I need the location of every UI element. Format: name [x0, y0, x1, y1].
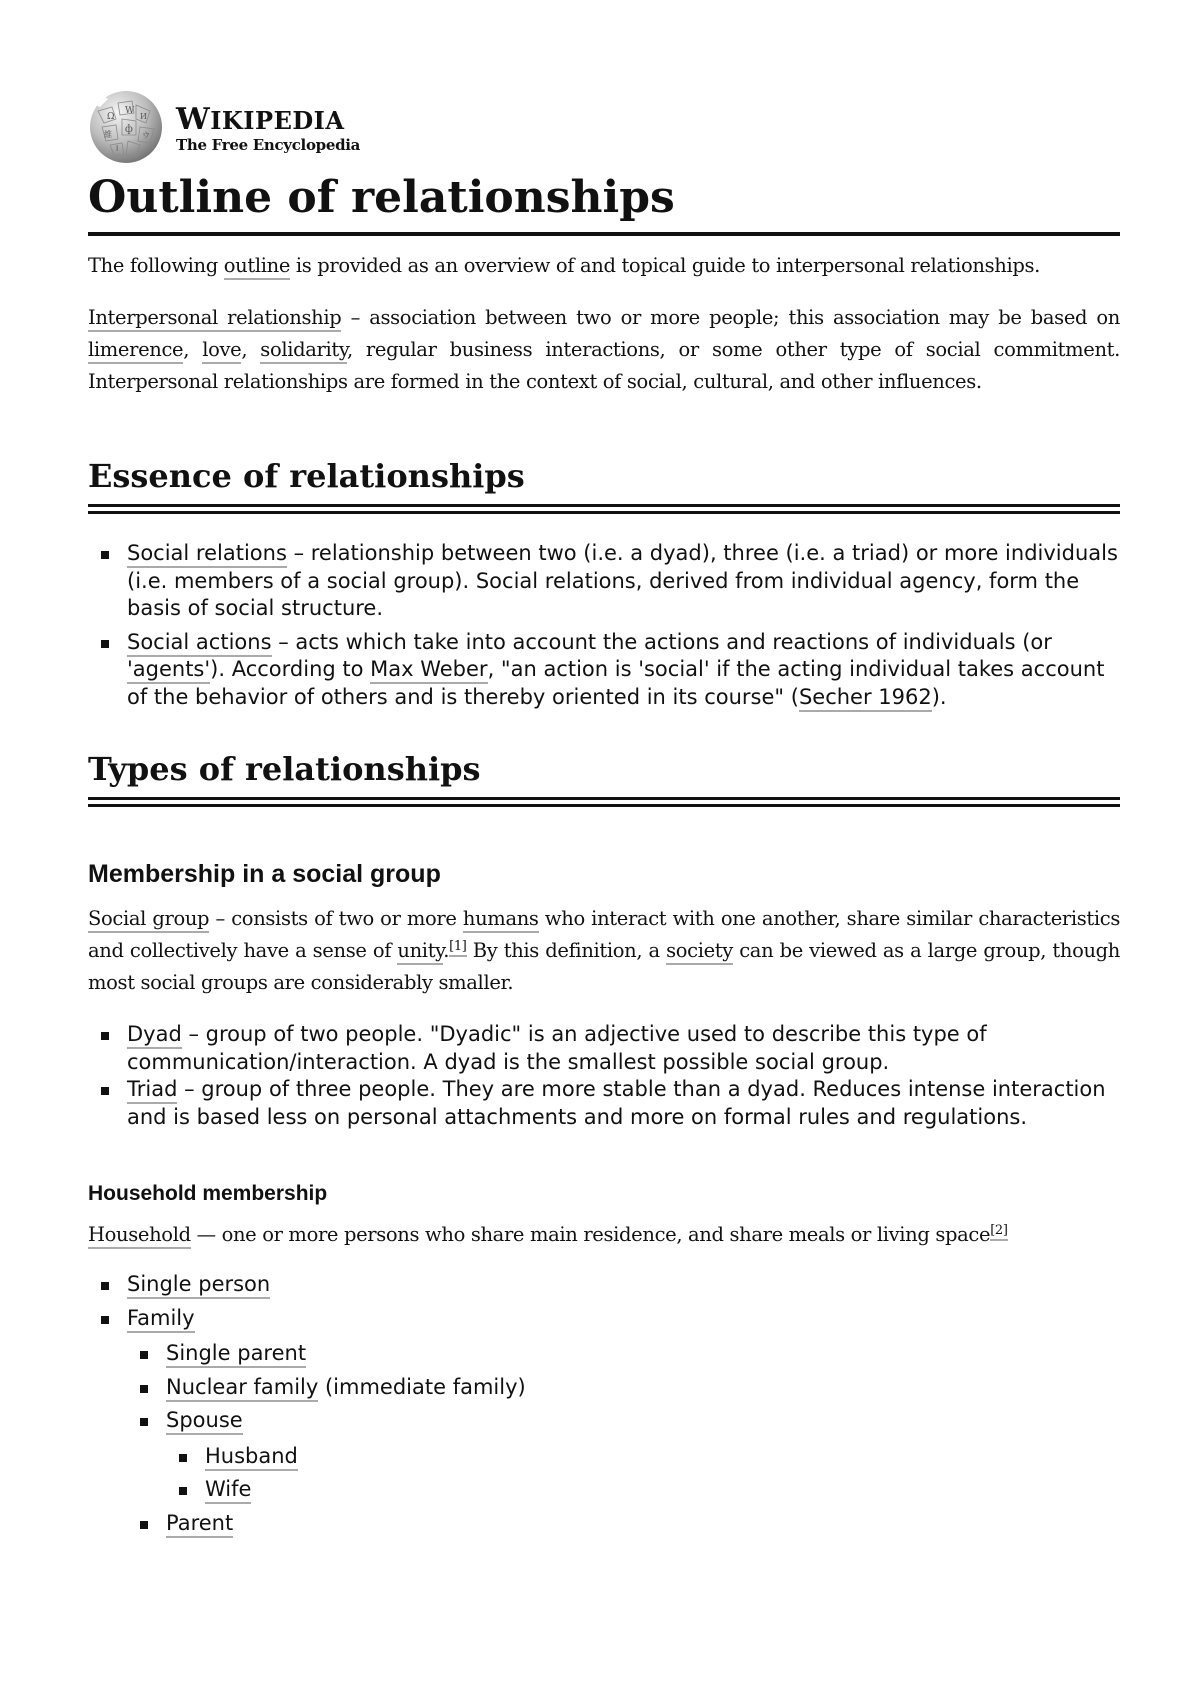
link-social-group[interactable]: Social group	[88, 907, 209, 933]
list-item: Social relations – relationship between two (i.e. a dyad), three (i.e. a triad) or more individuals (i.e. members of a social group). Social relations, derived from individual agency, form the basis of social structure.	[88, 540, 1120, 623]
list-item	[127, 1340, 1120, 1368]
spouse-sublist	[166, 1443, 1120, 1504]
link-solidarity[interactable]: solidarity	[260, 338, 347, 364]
link-society[interactable]: society	[666, 939, 733, 965]
link-social-actions[interactable]: Social actions	[127, 630, 272, 657]
definition-paragraph: Interpersonal relationship – association between two or more people; this association may be based on limerence, love, solidarity, regular business interactions, or some other type of social commitment. Interpersonal relationships are formed in the context of social, cultural, and other influences.	[88, 306, 1120, 393]
link-social-relations[interactable]: Social relations	[127, 541, 287, 568]
link-family[interactable]: Family	[127, 1306, 195, 1333]
link-limerence[interactable]: limerence	[88, 338, 183, 364]
subsection-heading-membership: Membership in a social group	[88, 860, 441, 888]
list-item: Dyad – group of two people. "Dyadic" is an adjective used to describe this type of communication/interaction. A dyad is the smallest possible social group.	[88, 1021, 1120, 1076]
link-outline[interactable]: outline	[224, 254, 290, 280]
wordmark-tagline: The Free Encyclopedia	[176, 135, 361, 154]
list-item	[166, 1476, 1120, 1504]
list-item	[127, 1510, 1120, 1538]
essence-list	[88, 540, 1120, 711]
list-item: Nuclear family (immediate family)	[127, 1374, 1120, 1402]
globe-glyph: ф	[125, 124, 133, 135]
wikipedia-wordmark	[176, 101, 361, 154]
link-wife[interactable]: Wife	[205, 1477, 251, 1504]
list-item	[127, 1407, 1120, 1504]
globe-glyph: 維	[104, 130, 112, 139]
link-dyad[interactable]: Dyad	[127, 1022, 182, 1049]
globe-glyph: ا	[116, 144, 119, 153]
section-heading-types: Types of relationships	[88, 749, 1120, 807]
list-item: Social actions – acts which take into account the actions and reactions of individuals (or 'agents'). According to Max Weber, "an action is 'social' if the acting individual takes account of the behavior of others and is thereby oriented in its course" (Secher 1962).	[88, 629, 1120, 712]
link-unity[interactable]: unity	[397, 939, 443, 965]
intro-paragraph: The following outline is provided as an overview of and topical guide to interpersonal relationships.	[88, 250, 1120, 282]
globe-glyph: W	[125, 106, 135, 116]
link-parent[interactable]: Parent	[166, 1511, 233, 1538]
link-love[interactable]: love	[202, 338, 241, 364]
page-title: Outline of relationships	[88, 172, 1120, 236]
link-humans[interactable]: humans	[463, 907, 539, 933]
globe-glyph: ウ	[142, 131, 150, 140]
link-household[interactable]: Household	[88, 1223, 191, 1249]
wikipedia-globe-icon	[88, 89, 164, 165]
link-husband[interactable]: Husband	[205, 1444, 298, 1471]
link-interpersonal-relationship[interactable]: Interpersonal relationship	[88, 306, 341, 332]
household-paragraph: Household — one or more persons who share main residence, and share meals or living space[2]	[88, 1219, 1120, 1251]
social-group-paragraph: Social group – consists of two or more humans who interact with one another, share similar characteristics and collectively have a sense of unity.[1] By this definition, a society can be viewed as a large group, though most social groups are considerably smaller.	[88, 907, 1121, 994]
link-secher-1962[interactable]: Secher 1962	[799, 685, 932, 712]
family-sublist	[127, 1340, 1120, 1537]
link-nuclear-family[interactable]: Nuclear family	[166, 1375, 318, 1402]
link-single-person[interactable]: Single person	[127, 1272, 270, 1299]
subsection-heading-household: Household membership	[88, 1182, 328, 1205]
reference-2[interactable]: [2]	[990, 1223, 1007, 1241]
list-item: Triad – group of three people. They are more stable than a dyad. Reduces intense interaction and is based less on personal attachments and more on formal rules and regulations.	[88, 1076, 1120, 1131]
globe-glyph: Ω	[107, 112, 115, 122]
link-triad[interactable]: Triad	[127, 1077, 177, 1104]
link-spouse[interactable]: Spouse	[166, 1408, 243, 1435]
article	[88, 88, 1120, 1543]
group-types-list	[88, 1021, 1120, 1131]
list-item	[166, 1443, 1120, 1471]
list-item	[88, 1305, 1120, 1538]
link-agents[interactable]: 'agents'	[127, 657, 210, 684]
list-item	[88, 1271, 1120, 1299]
link-single-parent[interactable]: Single parent	[166, 1341, 306, 1368]
link-max-weber[interactable]: Max Weber	[370, 657, 487, 684]
wikipedia-logo[interactable]	[88, 88, 1120, 166]
household-list	[88, 1271, 1120, 1537]
wordmark-title: WIKIPEDIA	[176, 101, 345, 137]
globe-glyph: И	[140, 112, 147, 121]
section-heading-essence: Essence of relationships	[88, 456, 1120, 514]
reference-1[interactable]: [1]	[449, 939, 466, 957]
